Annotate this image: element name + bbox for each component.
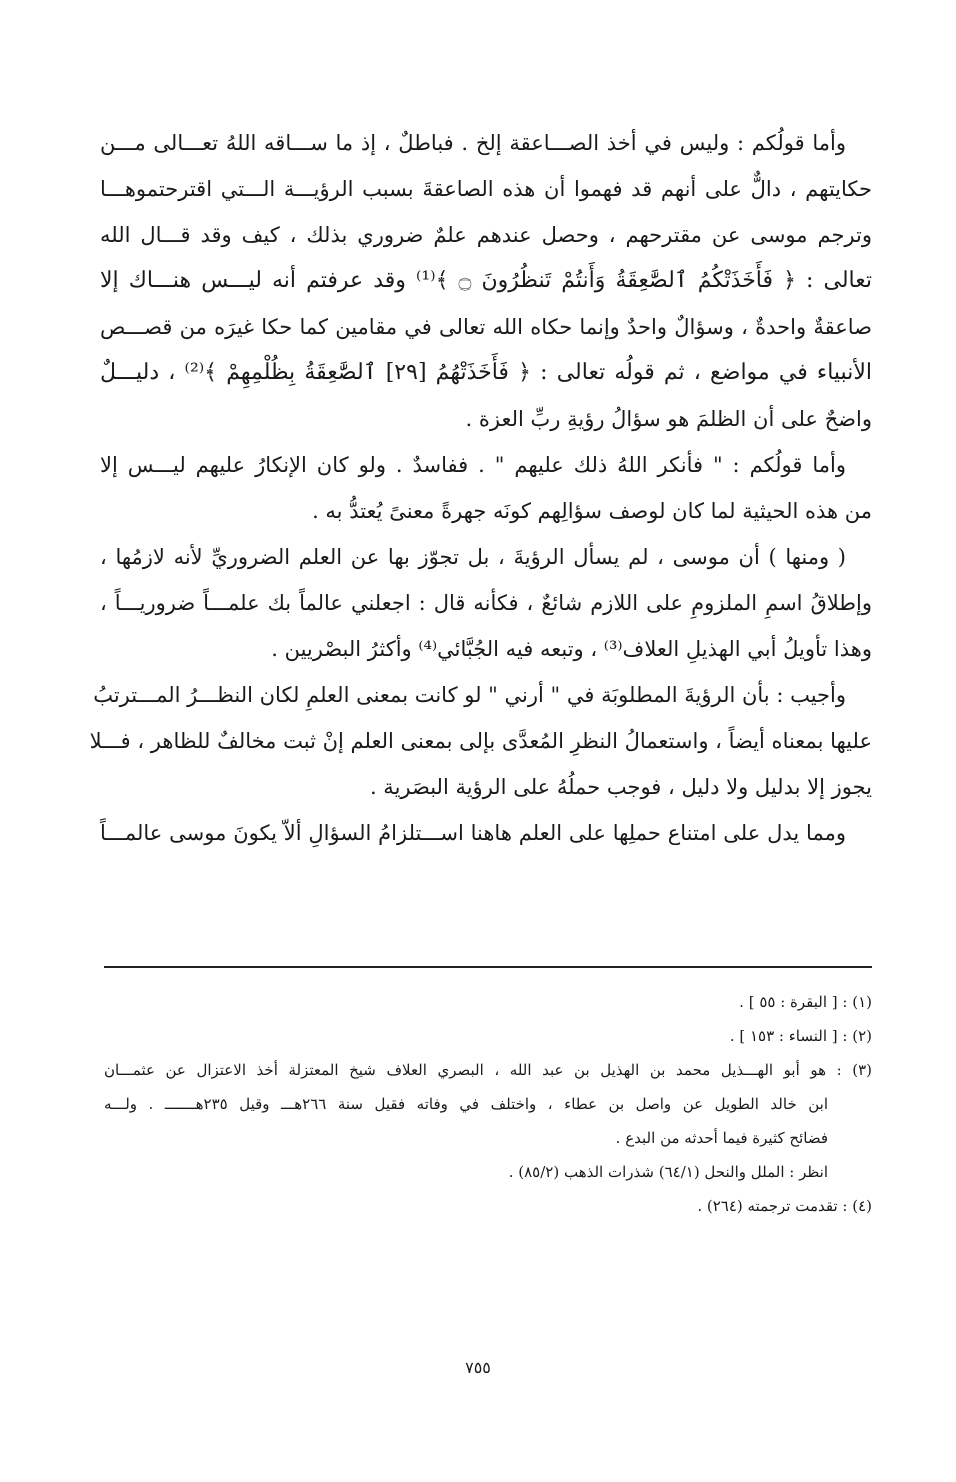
- footnote-2: [104, 1019, 872, 1053]
- footnote-line: (٣) : هو أبو الهـــذيل محمد بن الهذيل بن عبد الله ، البصري العلاف شيخ المعتزلة أخذ الاعتزال عن عثمـــان: [104, 1061, 872, 1079]
- footnote-divider: [104, 966, 872, 968]
- text-line: ( ومنها ) أن موسى ، لم يسأل الرؤيةَ ، بل تجوّز بها عن العلم الضروريِّ لأنه لازمُها ،: [100, 545, 846, 569]
- footnote-3: [104, 1053, 872, 1189]
- footnote-line: ابن خالد الطويل عن واصل بن عطاء ، واختلف في وفاته فقيل سنة ٢٦٦هـــ وقيل ٢٣٥هـــــــ . ولـــه: [104, 1095, 829, 1113]
- footnote-1: [104, 985, 872, 1019]
- text-line-quran: الأنبياء في مواضع ، ثم قولُه تعالى : ﴿ فَأَخَذَتْهُمُ [٢٩] ٱلصَّٰعِقَةُ بِظُلْمِهِمْ ﴾⁽²⁾ ، دليـــلٌ: [100, 360, 872, 385]
- text-line: عليها بمعناه أيضاً ، واستعمالُ النظرِ المُعدَّى بإلى بمعنى العلم إنْ ثبت مخالفٌ للظاهر ، فـــلا: [89, 729, 872, 753]
- page-number: ٧٥٥: [465, 1358, 491, 1377]
- paragraph-2: [100, 442, 872, 534]
- paragraph-4: [89, 672, 872, 810]
- text-line: وإطلاقُ اسمِ الملزومِ على اللازم شائعٌ ، فكأنه قال : اجعلني عالماً بك علمـــاً ضروريـــاً ،: [100, 591, 872, 615]
- footnote-line: (٢) : [ النساء : ١٥٣ ] .: [729, 1027, 872, 1045]
- text-line: وأما قولُكم : وليس في أخذ الصـــاعقة إلخ . فباطلٌ ، إذ ما ســـاقه اللهُ تعـــالى مـــن: [100, 131, 846, 155]
- footnote-line: انظر : الملل والنحل (٦٤/١) شذرات الذهب (٨٥/٢) .: [508, 1163, 828, 1181]
- text-line: ومما يدل على امتناع حملِها على العلم هاهنا اســـتلزامُ السؤالِ ألاّ يكونَ موسى عالمـــاً: [100, 821, 846, 845]
- text-line: واضحٌ على أن الظلمَ هو سؤالُ رؤيةِ ربِّ العزة .: [465, 407, 872, 431]
- main-text: [89, 120, 872, 856]
- text-line: وأما قولُكم : " فأنكر اللهُ ذلك عليهم " . ففاسدٌ . ولو كان الإنكارُ عليهم ليـــس إلا: [100, 453, 846, 477]
- footnote-line: (٤) : تقدمت ترجمته (٢٦٤) .: [697, 1197, 872, 1215]
- text-line: حكايتهم ، دالٌّ على أنهم قد فهموا أن هذه الصاعقةَ بسبب الرؤيـــة الـــتي اقترحتموهـــا: [100, 177, 872, 201]
- text-line: وأجيب : بأن الرؤيةَ المطلوبَة في " أرني " لو كانت بمعنى العلمِ لكان النظـــرُ المـــترتبُ: [93, 683, 846, 707]
- footnote-line: فضائح كثيرة فيما أحدثه من البدع .: [615, 1129, 828, 1147]
- text-line: من هذه الحيثية لما كان لوصف سؤالِهم كونَه جهرةً معنىً يُعتدُّ به .: [312, 499, 872, 523]
- text-line: وترجم موسى عن مقترحهم ، وحصل عندهم علمٌ ضروري بذلك ، كيف وقد قـــال الله: [100, 223, 872, 247]
- paragraph-3: [100, 534, 872, 672]
- paragraph-5: [100, 810, 872, 856]
- footnote-line: (١) : [ البقرة : ٥٥ ] .: [739, 993, 872, 1011]
- text-line: صاعقةٌ واحدةٌ ، وسؤالٌ واحدٌ وإنما حكاه الله تعالى في مقامين كما حكا غيرَه من قصـــص: [100, 315, 872, 339]
- footnotes: [104, 985, 872, 1223]
- text-line: يجوز إلا بدليل ولا دليل ، فوجب حملُهُ على الرؤية البصَرية .: [369, 775, 872, 799]
- footnote-4: [104, 1189, 872, 1223]
- text-line-quran: تعالى : ﴿ فَأَخَذَتْكُمُ ٱلصَّٰعِقَةُ وَأَنتُمْ تَنظُرُونَ ۝ ﴾⁽¹⁾ وقد عرفتم أنه ليـــس هنـــاك إلا: [100, 268, 872, 293]
- text-line: وهذا تأويلُ أبي الهذيلِ العلاف⁽³⁾ ، وتبعه فيه الجُبَّائي⁽⁴⁾ وأكثرُ البصْريين .: [271, 637, 872, 661]
- paragraph-1: [100, 120, 872, 442]
